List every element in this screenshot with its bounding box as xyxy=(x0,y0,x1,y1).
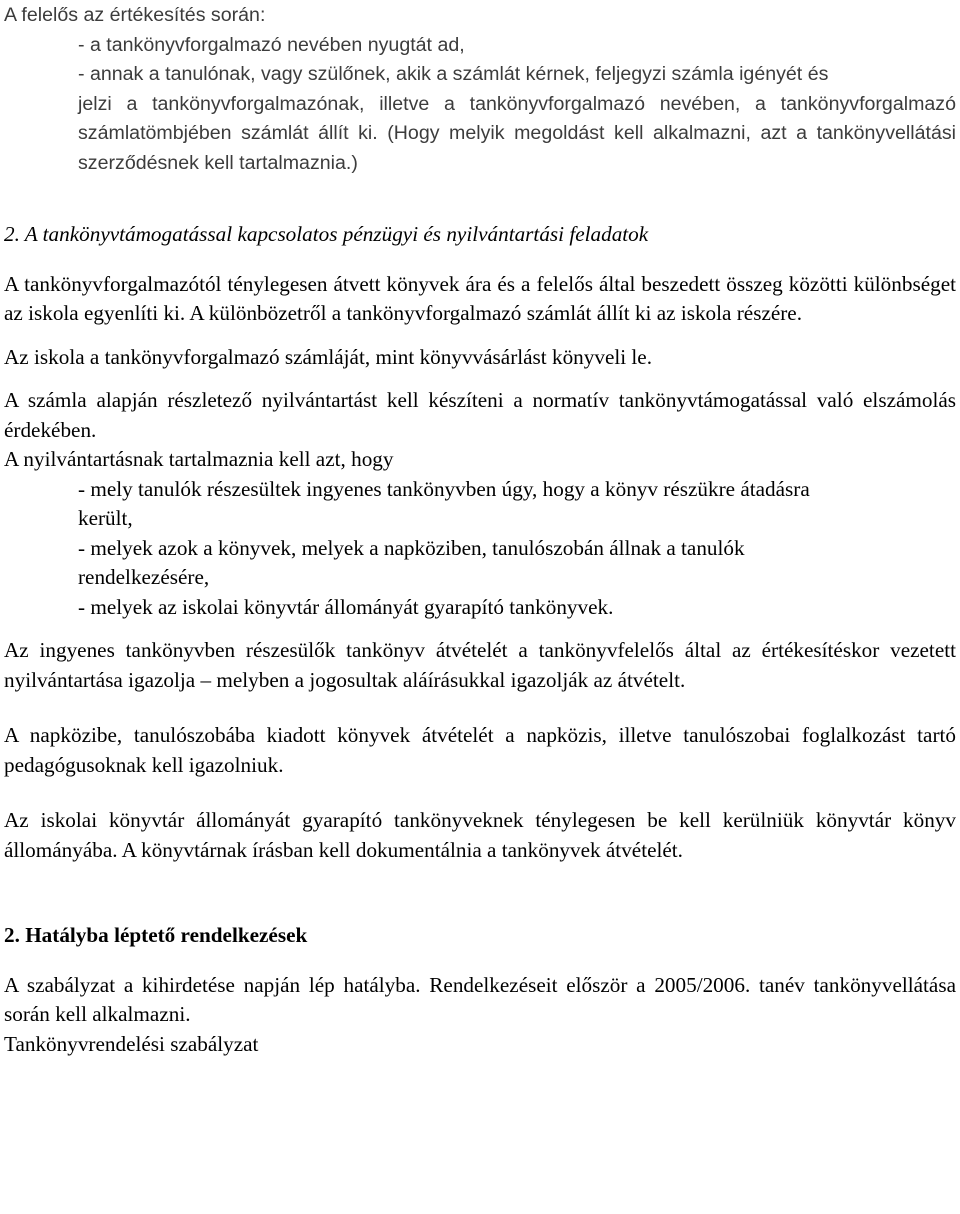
list-item: - melyek az iskolai könyvtár állományát gyarapító tankönyvek. xyxy=(78,594,614,619)
section-2-paragraph-3: A számla alapján részletező nyilvántartást kell készíteni a normatív tankönyvtámogatással való elszámolás érdekében. xyxy=(4,388,956,442)
intro-heading: A felelős az értékesítés során: xyxy=(4,4,266,26)
section-2-list-lead: A nyilvántartásnak tartalmaznia kell azt, hogy xyxy=(4,447,394,471)
list-item: - melyek azok a könyvek, melyek a napköziben, tanulószobán állnak a tanulók xyxy=(78,535,745,560)
intro-item-1: - a tankönyvforgalmazó nevében nyugtát ad, xyxy=(78,33,465,56)
section-2-paragraph-7: Az iskolai könyvtár állományát gyarapító tankönyveknek ténylegesen be kell kerülniük könyvtár könyv állományába. A könyvtárnak írásban kell dokumentálnia a tankönyvek átvételét. xyxy=(4,808,956,862)
intro-block xyxy=(4,1,956,178)
intro-item-2-rest: jelzi a tankönyvforgalmazónak, illetve a tankönyvforgalmazó nevében, a tankönyvforgalmazó számlatömbjében számlát állít ki. (Hogy melyik megoldást kell alkalmazni, azt a tankönyvellátási szerződésnek kell tartalmaznia.) xyxy=(78,92,956,174)
section-hatalyba-heading: 2. Hatályba léptető rendelkezések xyxy=(4,923,308,947)
list-item-continuation: rendelkezésére, xyxy=(78,565,210,589)
list-item-continuation: került, xyxy=(78,506,133,530)
section-2-paragraph-1: A tankönyvforgalmazótól ténylegesen átvett könyvek ára és a felelős által beszedett összeg közötti különbséget az iskola egyenlíti ki. A különbözetről a tankönyvforgalmazó számlát állít ki az iskola részére. xyxy=(4,271,956,325)
list-item: - mely tanulók részesültek ingyenes tankönyvben úgy, hogy a könyv részükre átadásra xyxy=(78,476,810,501)
section-2-paragraph-5: Az ingyenes tankönyvben részesülők tankönyv átvételét a tankönyvfelelős által az értékesítéskor vezetett nyilvántartása igazolja – melyben a jogosultak aláírásukkal igazolják az átvételt. xyxy=(4,638,956,692)
footer-title: Tankönyvrendelési szabályzat xyxy=(4,1031,259,1056)
document-page xyxy=(4,0,956,1059)
section-2-heading: 2. A tankönyvtámogatással kapcsolatos pénzügyi és nyilvántartási feladatok xyxy=(4,222,649,246)
intro-item-2-first: - annak a tanulónak, vagy szülőnek, akik a számlát kérnek, feljegyzi számla igényét és xyxy=(78,63,829,85)
section-2-paragraph-6: A napközibe, tanulószobába kiadott könyvek átvételét a napközis, illetve tanulószobai foglalkozást tartó pedagógusoknak kell igazolniuk. xyxy=(4,723,956,777)
section-2-list xyxy=(4,475,956,623)
section-2-paragraph-2: Az iskola a tankönyvforgalmazó számláját, mint könyvvásárlást könyveli le. xyxy=(4,344,653,369)
section-hatalyba-paragraph: A szabályzat a kihirdetése napján lép hatályba. Rendelkezéseit először a 2005/2006. tanév tankönyvellátása során kell alkalmazni. xyxy=(4,972,956,1026)
